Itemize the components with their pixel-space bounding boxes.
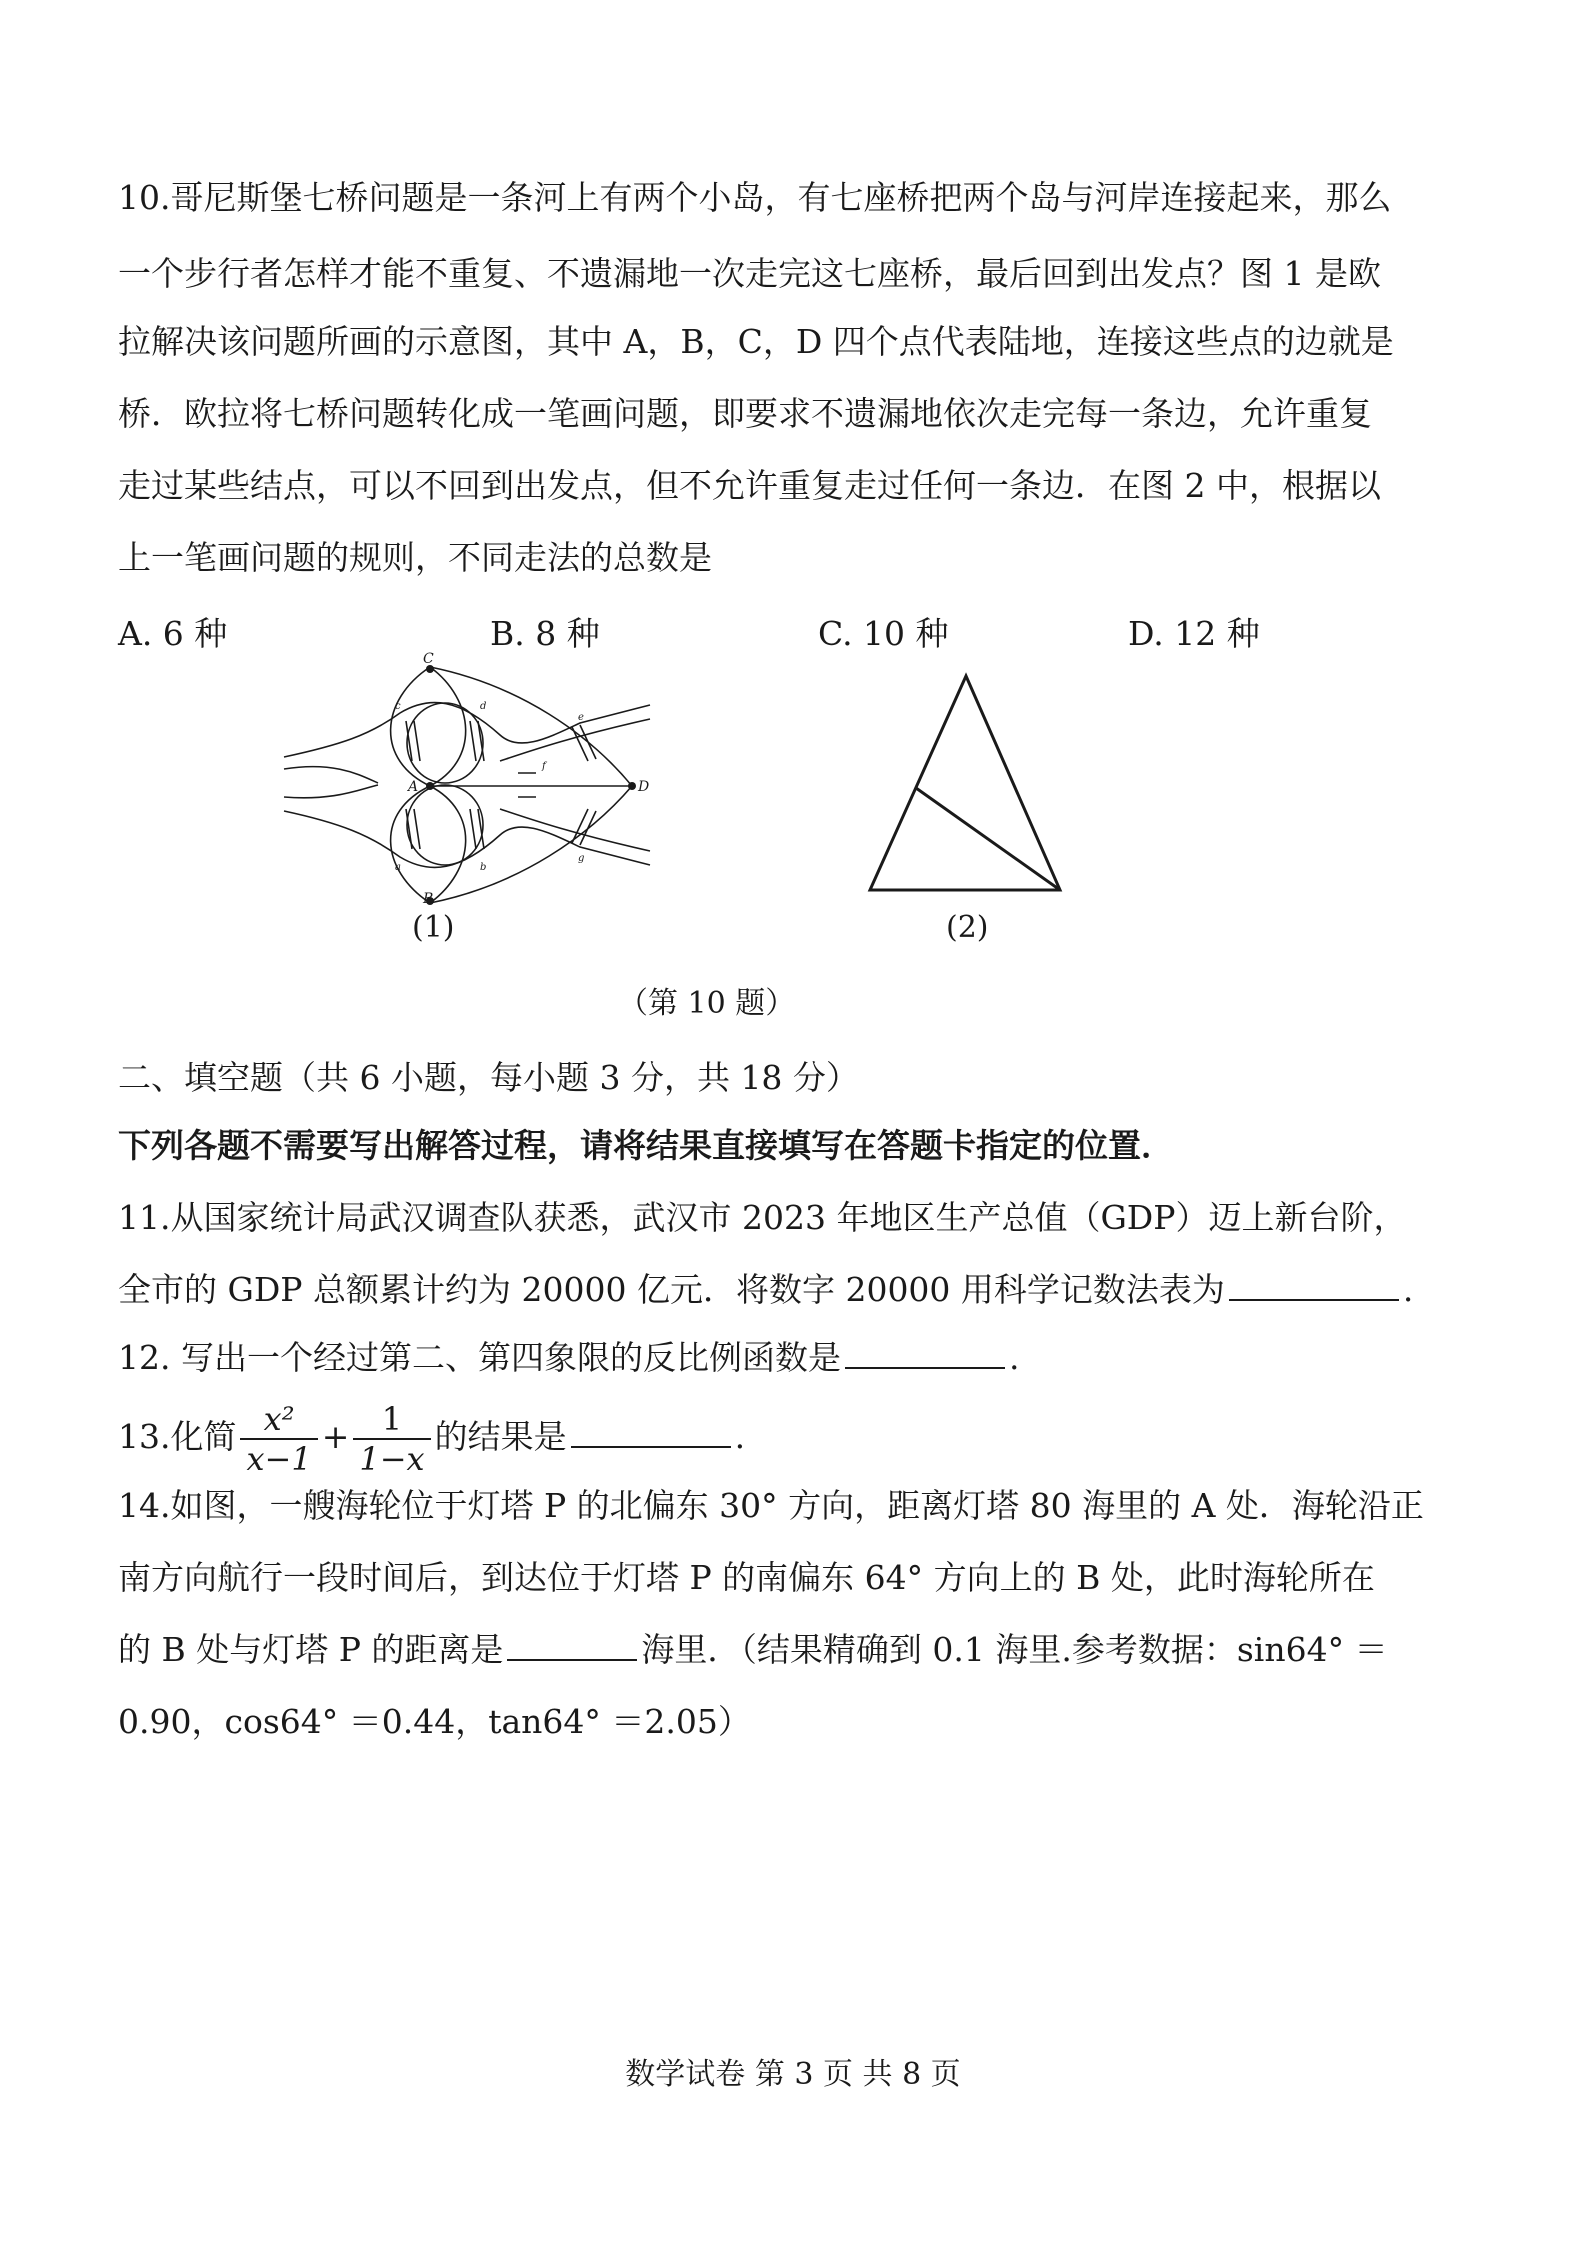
figure-1-seven-bridges: [280, 651, 660, 907]
q12-text: 12. 写出一个经过第二、第四象限的反比例函数是: [118, 1338, 841, 1377]
q14-line-3: [118, 1630, 1488, 1670]
q11-line-2: [118, 1270, 1488, 1310]
figure-1-caption: (1): [412, 910, 455, 945]
q10-line-4: 桥．欧拉将七桥问题转化成一笔画问题，即要求不遗漏地依次走完每一条边，允许重复: [118, 394, 1372, 433]
q13-line: [118, 1392, 1488, 1482]
q13-suffix: 的结果是: [434, 1417, 567, 1456]
question-10-figure-caption: （第 10 题）: [618, 986, 796, 1021]
label-small-b: b: [480, 862, 487, 873]
option-d: D. 12 种: [1128, 614, 1260, 653]
label-small-e: e: [578, 712, 584, 723]
q10-line-2: 一个步行者怎样才能不重复、不遗漏地一次走完这七座桥，最后回到出发点？图 1 是欧: [118, 254, 1381, 293]
q13-end: .: [734, 1417, 746, 1456]
option-a: A. 6 种: [118, 614, 228, 653]
q14-line-2: 南方向航行一段时间后，到达位于灯塔 P 的南偏东 64° 方向上的 B 处，此时海轮所在: [118, 1558, 1375, 1597]
label-small-c: c: [395, 701, 401, 712]
figure-2-caption: (2): [946, 910, 989, 945]
q13-frac2-denominator: 1−x: [353, 1438, 430, 1478]
section-2-heading: 二、填空题（共 6 小题，每小题 3 分，共 18 分）: [118, 1058, 859, 1097]
node-a: [426, 782, 434, 790]
q13-prefix: 13.化简: [118, 1417, 237, 1456]
figure-2-triangle: [860, 670, 1080, 900]
q10-line-3: 拉解决该问题所画的示意图，其中 A，B，C，D 四个点代表陆地，连接这些点的边就是: [118, 322, 1394, 361]
q13-frac1-denominator: x−1: [240, 1438, 317, 1478]
q13-frac1-numerator: x²: [263, 1400, 295, 1438]
q12-line: [118, 1338, 1488, 1378]
q11-line-1: 11.从国家统计局武汉调查队获悉，武汉市 2023 年地区生产总值（GDP）迈上新台阶，: [118, 1198, 1407, 1237]
q13-frac2-numerator: 1: [381, 1400, 403, 1438]
q11-answer-blank[interactable]: [1229, 1271, 1399, 1301]
q13-answer-blank[interactable]: [571, 1418, 731, 1448]
page-footer: 数学试卷 第 3 页 共 8 页: [625, 2057, 961, 2092]
q10-line-1: 10.哥尼斯堡七桥问题是一条河上有两个小岛，有七座桥把两个岛与河岸连接起来，那么: [118, 178, 1392, 217]
option-b: B. 8 种: [490, 614, 600, 653]
q14-line-4: 0.90，cos64° ＝0.44，tan64° ＝2.05）: [118, 1702, 751, 1741]
q11-end: .: [1402, 1270, 1414, 1309]
label-small-f: f: [542, 761, 546, 772]
label-b: B: [423, 891, 434, 907]
q13-plus: +: [321, 1417, 350, 1456]
q13-fraction-1: [240, 1400, 317, 1478]
q13-fraction-2: [353, 1400, 430, 1478]
label-small-g: g: [578, 853, 585, 864]
label-small-d: d: [480, 701, 487, 712]
label-small-a: a: [395, 862, 401, 873]
option-c: C. 10 种: [818, 614, 949, 653]
q10-line-6: 上一笔画问题的规则，不同走法的总数是: [118, 538, 712, 577]
label-c: C: [423, 651, 434, 667]
label-d: D: [638, 779, 650, 795]
section-2-instruction: 下列各题不需要写出解答过程，请将结果直接填写在答题卡指定的位置．: [118, 1126, 1174, 1165]
q14-line-1: 14.如图，一艘海轮位于灯塔 P 的北偏东 30° 方向，距离灯塔 80 海里的 A 处．海轮沿正: [118, 1486, 1424, 1525]
label-a: A: [408, 779, 419, 795]
node-d: [628, 782, 636, 790]
q11-line-2-text: 全市的 GDP 总额累计约为 20000 亿元．将数字 20000 用科学记数法表为: [118, 1270, 1225, 1309]
q14-line-3-end: 海里．（结果精确到 0.1 海里.参考数据：sin64° ＝: [641, 1630, 1388, 1669]
q12-end: .: [1008, 1338, 1020, 1377]
q14-line-3-start: 的 B 处与灯塔 P 的距离是: [118, 1630, 504, 1669]
q14-answer-blank[interactable]: [507, 1631, 637, 1661]
q12-answer-blank[interactable]: [845, 1339, 1005, 1369]
q10-line-5: 走过某些结点，可以不回到出发点，但不允许重复走过任何一条边．在图 2 中，根据以: [118, 466, 1381, 505]
